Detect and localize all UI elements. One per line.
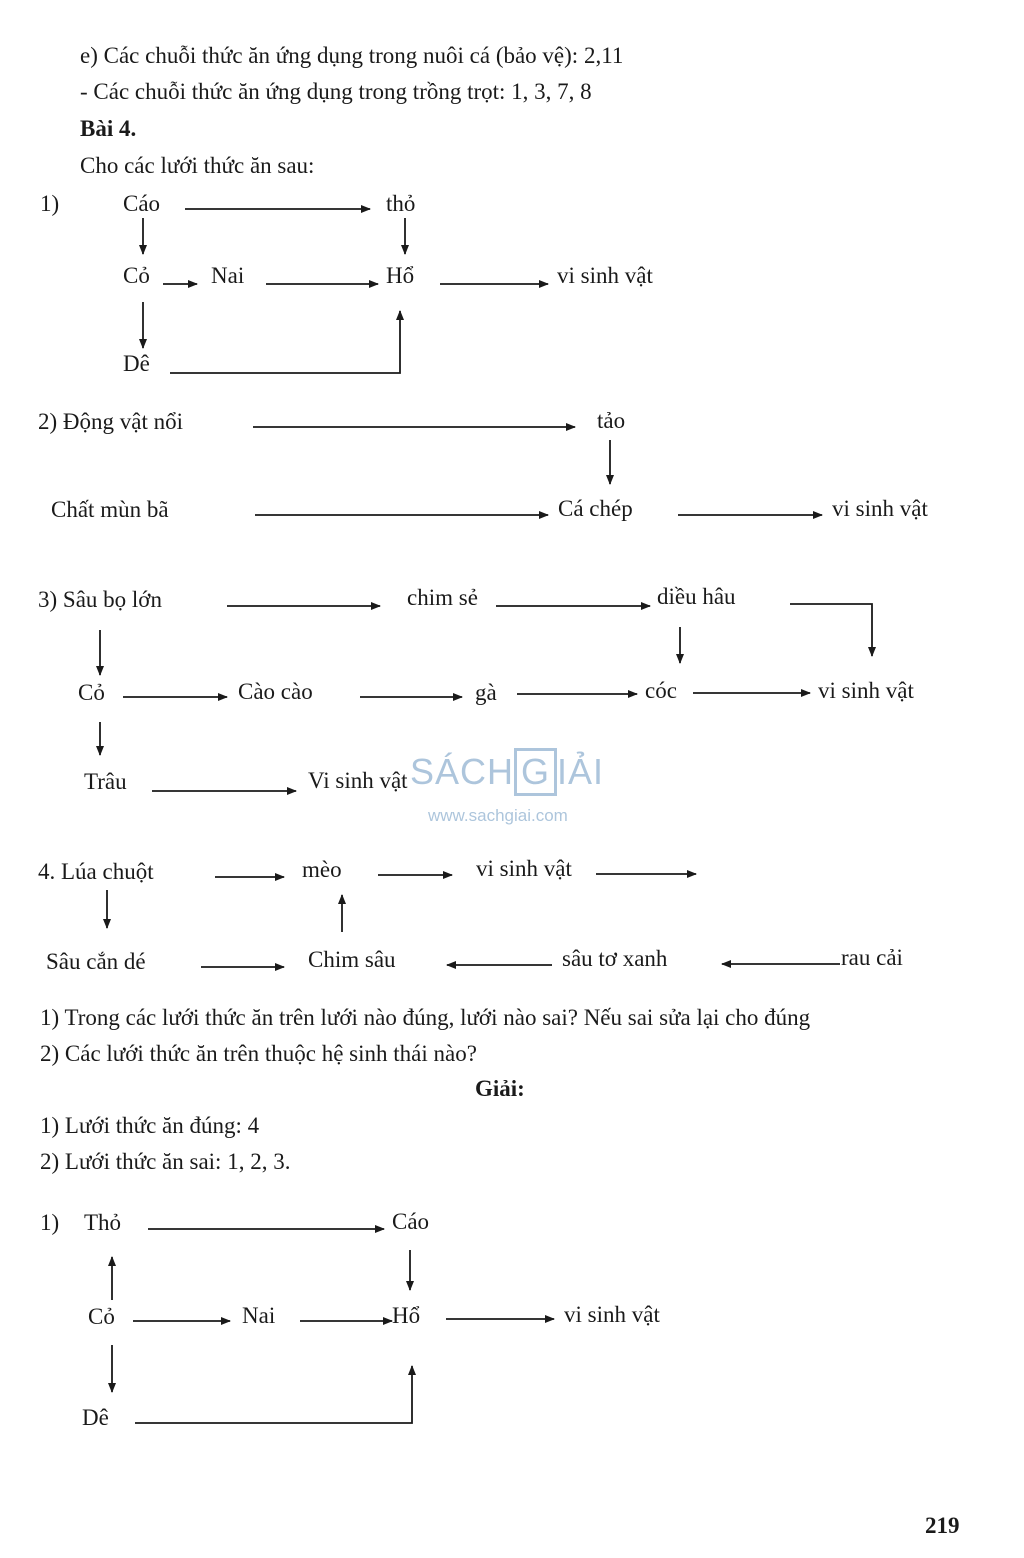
web4-node-meo: mèo xyxy=(302,857,342,882)
fixed1-node-co: Cỏ xyxy=(88,1304,115,1329)
web4-node-chimsau: Chim sâu xyxy=(308,947,396,972)
answer-1: 1) Lưới thức ăn đúng: 4 xyxy=(40,1113,260,1138)
web2-node-tao: tảo xyxy=(597,408,626,433)
solution-title: Giải: xyxy=(475,1076,525,1101)
question-2: 2) Các lưới thức ăn trên thuộc hệ sinh thái nào? xyxy=(40,1041,477,1066)
web4-node-vsv: vi sinh vật xyxy=(476,856,572,881)
question-1: 1) Trong các lưới thức ăn trên lưới nào đúng, lưới nào sai? Nếu sai sửa lại cho đúng xyxy=(40,1005,811,1030)
web3-node-trau: Trâu xyxy=(84,769,127,794)
watermark-url: www.sachgiai.com xyxy=(428,806,568,825)
web2-node-cachep: Cá chép xyxy=(558,496,633,521)
web2-node-dongvatnoi: 2) Động vật nổi xyxy=(38,409,184,434)
web3-node-ga: gà xyxy=(475,680,497,705)
web1-node-de: Dê xyxy=(123,351,150,376)
web1-node-tho: thỏ xyxy=(386,191,416,216)
web3-node-chimse: chim sẻ xyxy=(407,585,478,610)
watermark-brand-left: SÁCH xyxy=(410,751,515,792)
web4-node-sautoxanh: sâu tơ xanh xyxy=(562,946,668,971)
exercise-title: Bài 4. xyxy=(80,116,137,141)
fixed1-node-cao: Cáo xyxy=(392,1209,430,1234)
web3-node-co: Cỏ xyxy=(78,680,105,705)
web3-node-vsv2: Vi sinh vật xyxy=(308,768,408,793)
answer-2: 2) Lưới thức ăn sai: 1, 2, 3. xyxy=(40,1149,291,1174)
web4-node-raucai: rau cải xyxy=(841,945,903,970)
web3-node-caocao: Cào cào xyxy=(238,679,313,704)
watermark-brand-box: G xyxy=(514,748,557,796)
fixed1-node-tho: Thỏ xyxy=(84,1210,122,1235)
web3-node-vsv: vi sinh vật xyxy=(818,678,914,703)
page-number: 219 xyxy=(925,1513,960,1538)
web2-node-vsv: vi sinh vật xyxy=(832,496,928,521)
web1-node-nai: Nai xyxy=(211,263,245,288)
web4-node-saucande: Sâu cắn dé xyxy=(46,949,146,974)
exercise-prompt: Cho các lưới thức ăn sau: xyxy=(80,153,315,178)
web3-node-dieuhau: diều hâu xyxy=(657,584,736,609)
fixed1-number: 1) xyxy=(40,1210,60,1235)
watermark-brand-right: IẢI xyxy=(557,751,605,792)
fixed1-node-ho: Hổ xyxy=(392,1303,421,1328)
web2-node-chatmunba: Chất mùn bã xyxy=(51,497,169,522)
fixed1-node-nai: Nai xyxy=(242,1303,276,1328)
fixed1-node-vsv: vi sinh vật xyxy=(564,1302,660,1327)
watermark-logo xyxy=(410,748,604,796)
fixed1-node-de: Dê xyxy=(82,1405,109,1430)
web3-node-coc: cóc xyxy=(645,678,677,703)
web1-node-vsv: vi sinh vật xyxy=(557,263,653,288)
web3-node-saubolon: 3) Sâu bọ lớn xyxy=(38,587,162,612)
web1-number: 1) xyxy=(40,191,60,216)
web1-node-co: Cỏ xyxy=(123,263,150,288)
intro-line-trong-trot: - Các chuỗi thức ăn ứng dụng trong trồng trọt: 1, 3, 7, 8 xyxy=(80,79,592,104)
web1-node-cao: Cáo xyxy=(123,191,161,216)
web4-node-luachuot: 4. Lúa chuột xyxy=(38,859,154,884)
intro-line-e: e) Các chuỗi thức ăn ứng dụng trong nuôi cá (bảo vệ): 2,11 xyxy=(80,43,624,68)
web1-node-ho: Hổ xyxy=(386,263,415,288)
